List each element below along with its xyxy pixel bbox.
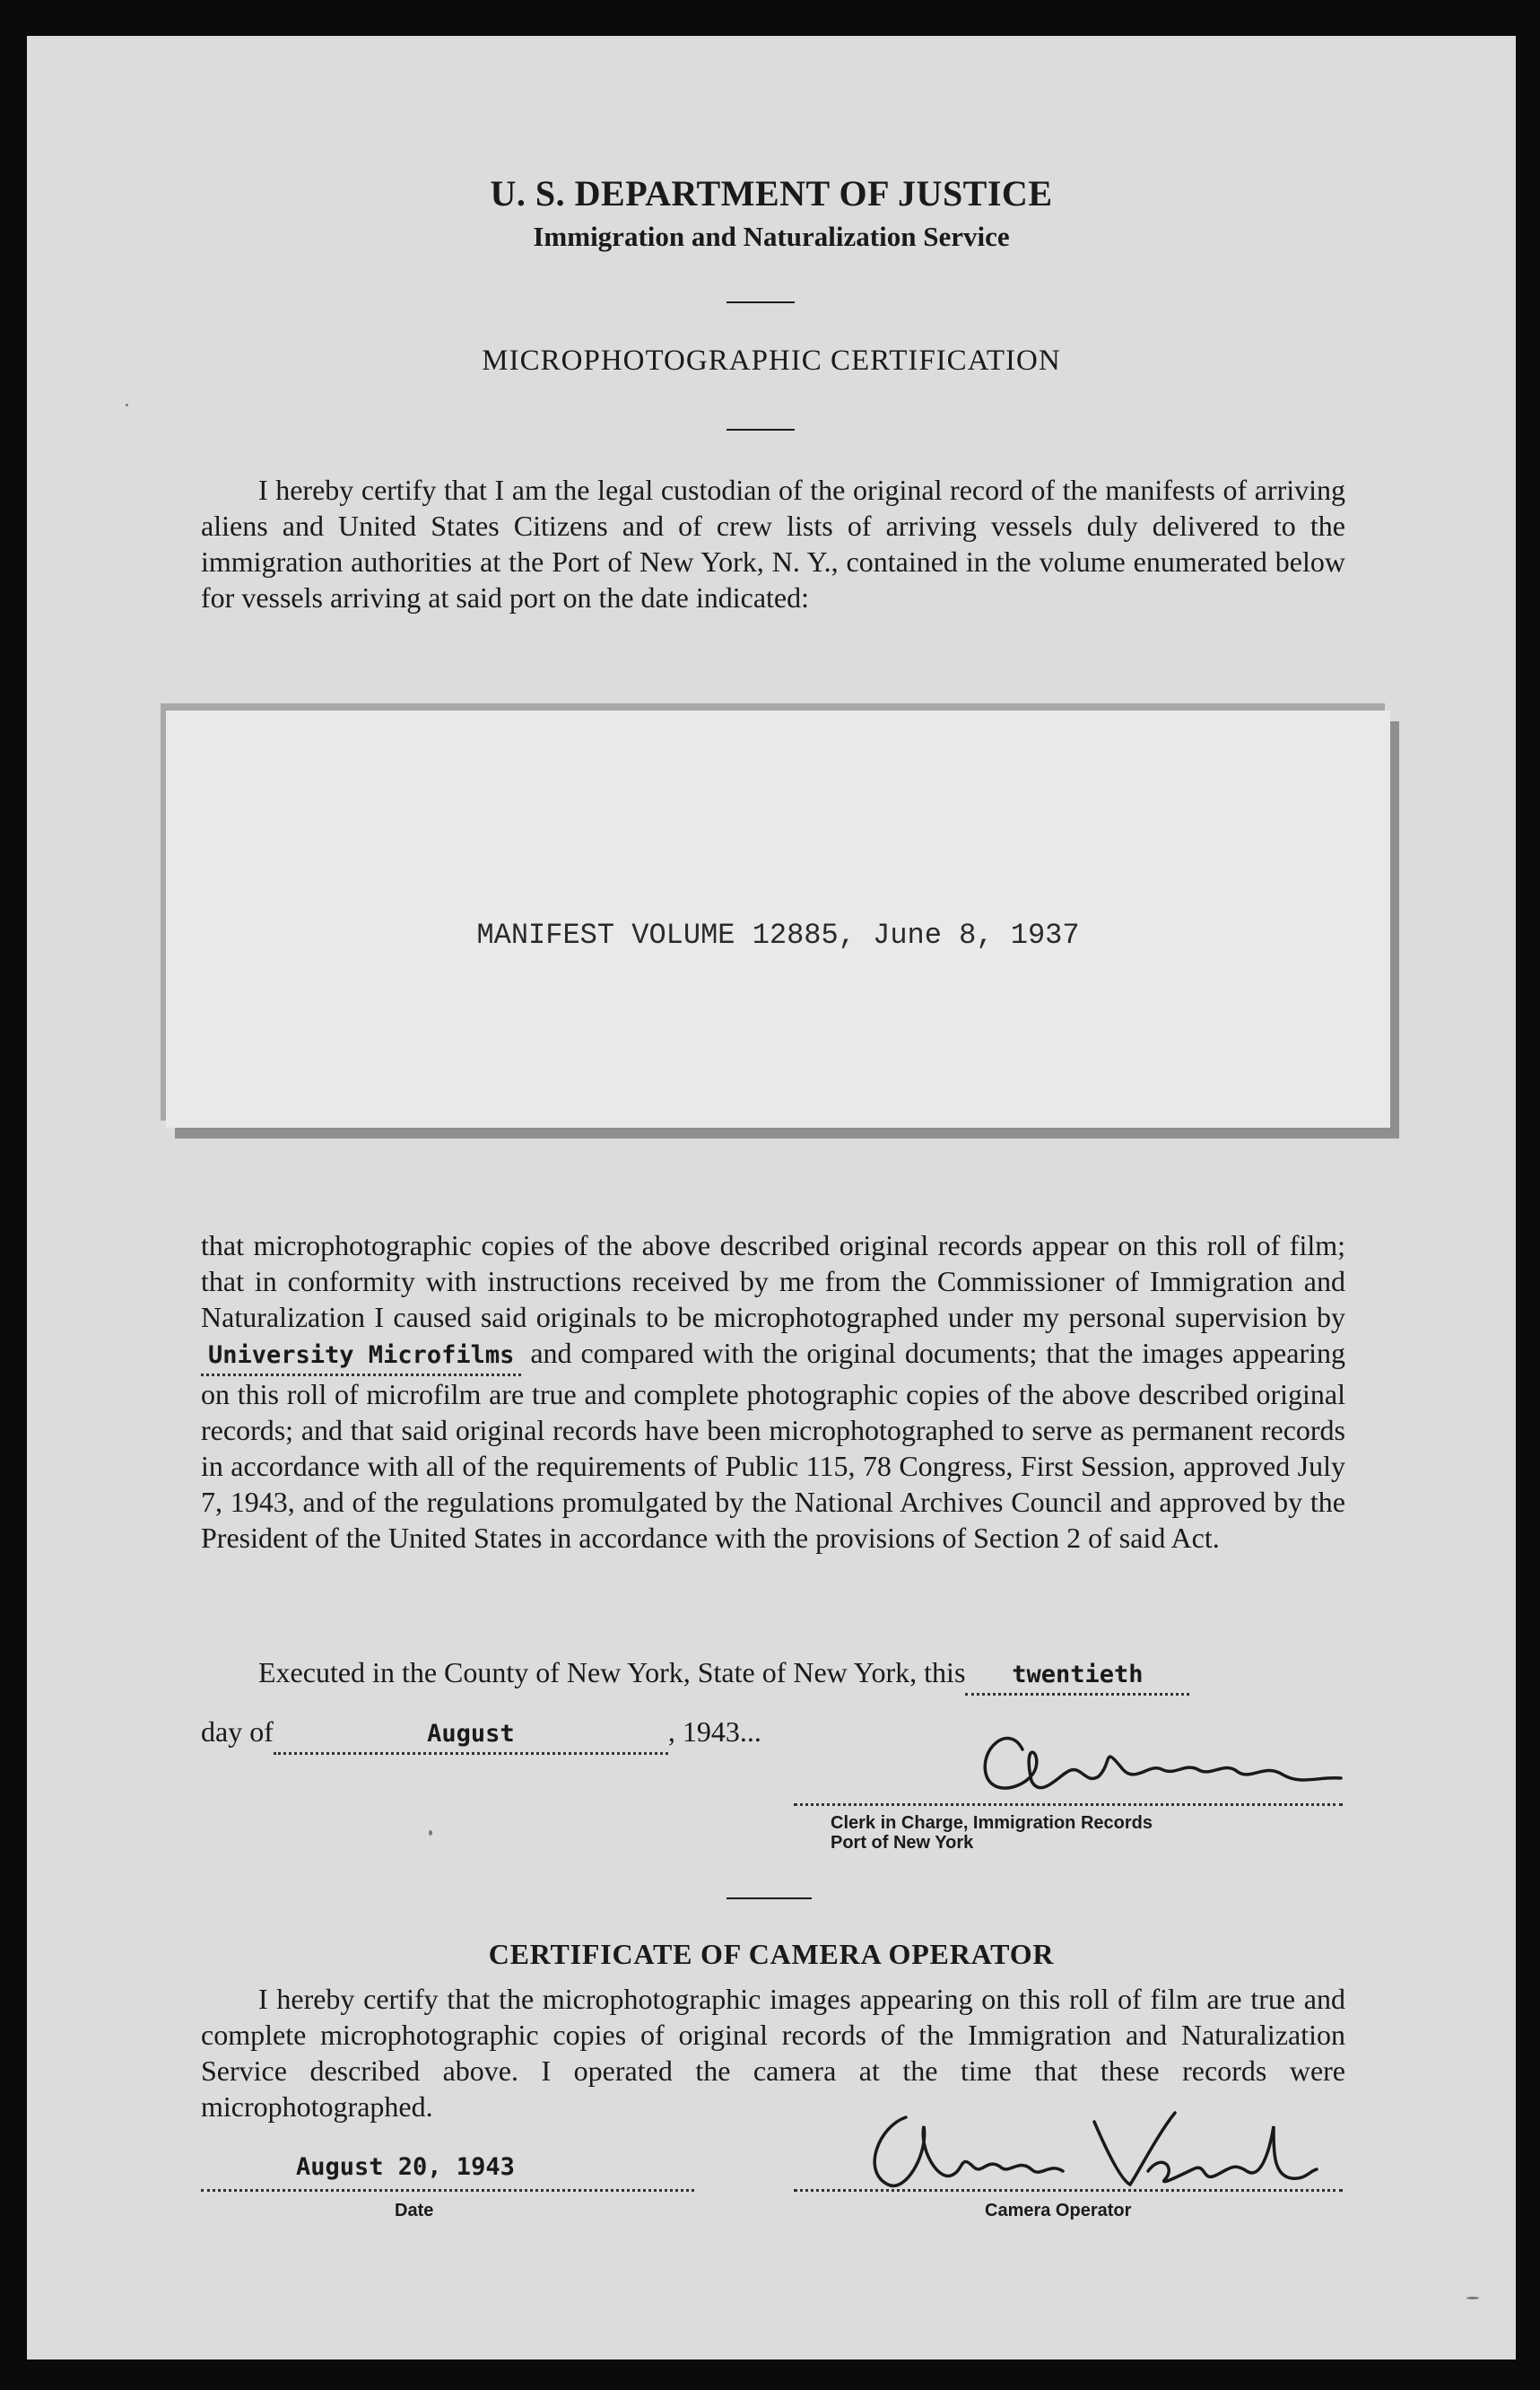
camera-date-value: August 20, 1943: [296, 2153, 515, 2181]
executed-month: August: [427, 1720, 515, 1748]
operator-signature: [852, 2099, 1318, 2198]
paper-speck: [429, 1830, 432, 1836]
executed-prefix: Executed in the County of New York, State of New York, this: [258, 1656, 966, 1688]
day-of-line: [201, 1714, 918, 1755]
clerk-title-line1: Clerk in Charge, Immigration Records: [831, 1813, 1153, 1833]
executed-line: [258, 1654, 1345, 1696]
clerk-title-line2: Port of New York: [831, 1833, 974, 1853]
paper-speck: [1466, 2297, 1479, 2299]
manifest-volume-label: MANIFEST VOLUME 12885, June 8, 1937: [476, 919, 1080, 952]
body-paragraph: [201, 1227, 1345, 1556]
supervisor-name: University Microfilms: [208, 1341, 515, 1369]
executed-day: twentieth: [1012, 1661, 1144, 1688]
certificate-page: [27, 36, 1516, 2359]
camera-section-title: CERTIFICATE OF CAMERA OPERATOR: [488, 1938, 1055, 1970]
camera-operator-label: Camera Operator: [985, 2201, 1132, 2220]
service-subtitle: Immigration and Naturalization Service: [533, 221, 1010, 252]
clerk-signature: [969, 1714, 1345, 1812]
department-title: U. S. DEPARTMENT OF JUSTICE: [490, 173, 1053, 214]
intro-paragraph: [201, 472, 1345, 615]
divider-rule: [726, 1897, 812, 1899]
day-of-label: day of: [201, 1715, 274, 1748]
date-label: Date: [395, 2201, 434, 2220]
paper-speck: [126, 404, 128, 406]
executed-year-prefix: , 194: [667, 1715, 726, 1748]
certification-title: MICROPHOTOGRAPHIC CERTIFICATION: [482, 345, 1061, 377]
divider-rule: [726, 429, 795, 431]
executed-trailing-dots: ...: [739, 1715, 761, 1748]
executed-year-digit: 3: [725, 1715, 740, 1748]
camera-paragraph-text: I hereby certify that the microphotographic images appearing on this roll of film are true and complete microphotographic copies of original records of the Immigration and Naturalization Service described above. I operated the camera at the time that these records were microphotographed.: [201, 1983, 1345, 2123]
body-text-part2: and compared with the original documents; that the images appearing on this roll of microfilm are true and complete photographic copies of the above described original records; and that said original records have been microphotographed to serve as permanent records in accordance with all of the requirements of Public 115, 78 Congress, First Session, approved July 7, 1943, and of the regulations promulgated by the National Archives Council and approved by the President of the United States in accordance with the provisions of Section 2 of said Act.: [201, 1337, 1346, 1554]
manifest-label-card: [166, 711, 1390, 1128]
divider-rule: [726, 301, 795, 303]
date-signature-line: [201, 2189, 694, 2192]
body-text-part1: that microphotographic copies of the above described original records appear on this roll of film; that in conformity with instructions received by me from the Commissioner of Immigration and Naturalization I caused said originals to be microphotographed under my personal supervision by: [201, 1229, 1345, 1333]
intro-paragraph-text: I hereby certify that I am the legal custodian of the original record of the manifests of arriving aliens and United States Citizens and of crew lists of arriving vessels duly delivered to the immigration authorities at the Port of New York, N. Y., contained in the volume enumerated below for vessels arriving at said port on the date indicated:: [201, 474, 1345, 614]
